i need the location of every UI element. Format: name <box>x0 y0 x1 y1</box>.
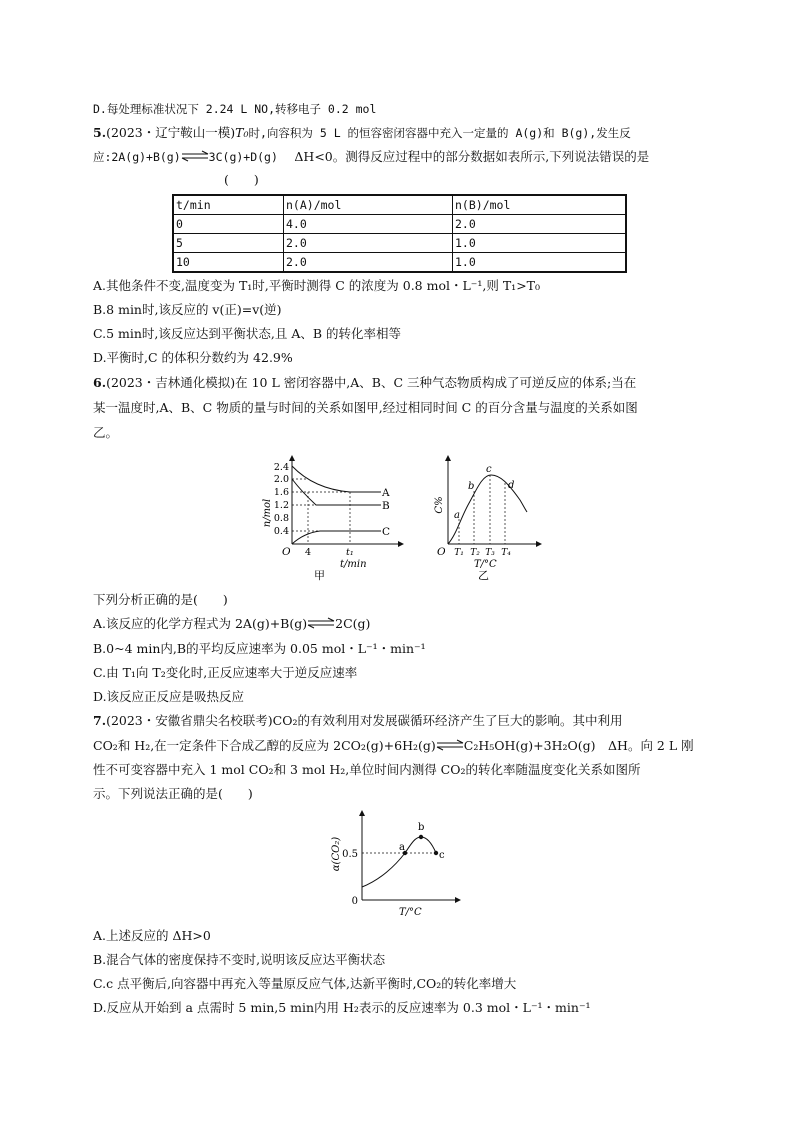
yi-point-b: b <box>468 481 475 492</box>
q7-ylabel: α(CO₂) <box>331 836 342 872</box>
jia-caption: 甲 <box>314 569 325 582</box>
table-cell: 4.0 <box>284 215 453 234</box>
table-cell: 10 <box>173 253 284 273</box>
jia-ytick: 0.8 <box>273 513 289 524</box>
jia-xtick: 4 <box>305 547 312 558</box>
q5-line-1 <box>93 124 631 142</box>
q7-point-c-marker <box>434 851 438 855</box>
q6-line-2: 某一温度时,A、B、C 物质的量与时间的关系如图甲,经过相同时间 C 的百分含量与温度的关系如图 <box>93 400 638 415</box>
q6-option-d: D.该反应正反应是吸热反应 <box>93 689 245 704</box>
table-cell: 2.0 <box>284 234 453 253</box>
jia-legend-c: C <box>382 526 391 538</box>
equilibrium-arrow-icon <box>307 617 335 629</box>
table-row <box>173 253 626 273</box>
yi-x-arrow-icon <box>536 541 542 547</box>
jia-legend-a: A <box>382 487 390 499</box>
q7-number: 7. <box>93 713 107 728</box>
jia-xlabel: t/min <box>340 559 367 570</box>
jia-legend-b: B <box>382 500 390 512</box>
table-cell: 2.0 <box>284 253 453 273</box>
yi-y-arrow-icon <box>445 455 451 461</box>
q7-line-3: 性不可变容器中充入 1 mol CO₂和 3 mol H₂,单位时间内测得 CO₂的转化率随温度变化关系如图所 <box>93 762 641 777</box>
q7-origin: 0 <box>351 896 358 907</box>
q5-option-c: C.5 min时,该反应达到平衡状态,且 A、B 的转化率相等 <box>93 326 402 341</box>
jia-ytick: 0.4 <box>273 526 289 537</box>
q6-option-c: C.由 T₁向 T₂变化时,正反应速率大于逆反应速率 <box>93 665 358 680</box>
table-header-nb: n(B)/mol <box>453 195 627 215</box>
yi-xtick: T₂ <box>470 548 480 558</box>
q5-option-a: A.其他条件不变,温度变为 T₁时,平衡时测得 C 的浓度为 0.8 mol・L⁻¹,则 T₁>T₀ <box>93 278 541 293</box>
jia-origin: O <box>282 546 291 558</box>
q5-data-table <box>172 194 627 273</box>
yi-caption: 乙 <box>478 569 489 582</box>
jia-ylabel: n/mol <box>262 498 273 528</box>
table-row <box>173 215 626 234</box>
yi-point-d: d <box>508 480 515 491</box>
q7-xlabel: T/°C <box>399 907 422 918</box>
q7-y-arrow-icon <box>359 810 365 816</box>
q7-option-b: B.混合气体的密度保持不变时,说明该反应达平衡状态 <box>93 952 386 967</box>
jia-ytick: 1.6 <box>273 487 289 498</box>
q5-answer-paren: ( ) <box>224 172 259 187</box>
q5-text-1: 时,向容积为 5 L 的恒容密闭容器中充入一定量的 A(g)和 B(g),发生反 <box>248 126 631 140</box>
q6-option-a <box>93 615 370 633</box>
q5-t0: T₀ <box>235 125 249 140</box>
yi-xtick: T₄ <box>501 548 511 558</box>
q7-option-d: D.反应从开始到 a 点需时 5 min,5 min内用 H₂表示的反应速率为 0.3 mol・L⁻¹・min⁻¹ <box>93 1000 591 1015</box>
q6-line-3: 乙。 <box>93 425 119 440</box>
jia-xtick: t₁ <box>346 547 354 558</box>
q7-x-arrow-icon <box>455 897 461 903</box>
table-cell: 1.0 <box>453 234 627 253</box>
table-header-time: t/min <box>173 195 284 215</box>
q7-line-1 <box>93 712 622 730</box>
table-cell: 2.0 <box>453 215 627 234</box>
equilibrium-arrow-icon <box>436 739 464 751</box>
q7-line-2 <box>93 737 694 755</box>
q6-option-b: B.0~4 min内,B的平均反应速率为 0.05 mol・L⁻¹・min⁻¹ <box>93 641 426 656</box>
q6-number: 6. <box>93 375 107 390</box>
table-cell: 5 <box>173 234 284 253</box>
q5-option-b: B.8 min时,该反应的 v(正)=v(逆) <box>93 302 282 317</box>
q5-option-d: D.平衡时,C 的体积分数约为 42.9% <box>93 350 293 365</box>
figure-yi <box>428 455 548 585</box>
jia-x-arrow-icon <box>398 541 404 547</box>
yi-point-c: c <box>486 464 492 475</box>
yi-xlabel: T/°C <box>474 559 497 570</box>
q7-line-4: 示。下列说法正确的是( ) <box>93 786 253 801</box>
q7-eq-left: CO₂和 H₂,在一定条件下合成乙醇的反应为 2CO₂(g)+6H₂(g) <box>93 738 436 753</box>
q6-text-1: (2023・吉林通化模拟)在 10 L 密闭容器中,A、B、C 三种气态物质构成了可逆反应的体系;当在 <box>106 375 637 390</box>
table-cell: 1.0 <box>453 253 627 273</box>
q5-eq-right: 3C(g)+D(g) <box>208 150 278 164</box>
q5-source: (2023・辽宁鞍山一模) <box>106 125 236 140</box>
figure-q7 <box>325 808 465 918</box>
yi-point-a: a <box>454 510 460 521</box>
q7-point-a: a <box>399 842 405 853</box>
q7-option-a: A.上述反应的 ΔH>0 <box>93 928 211 943</box>
jia-ytick: 2.0 <box>273 474 289 485</box>
q5-number: 5. <box>93 125 107 140</box>
jia-y-arrow-icon <box>289 455 295 461</box>
table-header-row <box>173 195 626 215</box>
jia-ytick: 2.4 <box>273 462 289 473</box>
yi-ylabel: C% <box>434 496 445 514</box>
q5-text-2: ΔH<0。测得反应过程中的部分数据如表所示,下列说法错误的是 <box>294 149 650 164</box>
q7-text-1: (2023・安徽省鼎尖名校联考)CO₂的有效利用对发展碳循环经济产生了巨大的影响。其中利用 <box>106 713 623 728</box>
q6-line-1 <box>93 374 636 392</box>
q7-point-c: c <box>439 850 445 861</box>
yi-xtick: T₃ <box>485 548 495 558</box>
jia-curve-c <box>292 531 381 544</box>
jia-ytick: 1.2 <box>273 500 289 511</box>
equilibrium-arrow-icon <box>181 150 209 162</box>
q7-eq-right: C₂H₅OH(g)+3H₂O(g) ΔH。向 2 L 刚 <box>463 738 694 753</box>
table-header-na: n(A)/mol <box>284 195 453 215</box>
q5-line-2 <box>93 148 649 166</box>
q6-a-left: A.该反应的化学方程式为 2A(g)+B(g) <box>93 616 308 631</box>
q7-option-c: C.c 点平衡后,向容器中再充入等量原反应气体,达新平衡时,CO₂的转化率增大 <box>93 976 517 991</box>
yi-xtick: T₁ <box>454 548 464 558</box>
q5-eq-left: 应:2A(g)+B(g) <box>93 150 181 164</box>
table-row <box>173 234 626 253</box>
table-cell: 0 <box>173 215 284 234</box>
q6-stem: 下列分析正确的是( ) <box>93 592 228 607</box>
yi-origin: O <box>437 546 446 558</box>
q6-a-right: 2C(g) <box>335 616 371 631</box>
q7-point-b-marker <box>419 835 423 839</box>
figure-jia <box>258 455 408 585</box>
q7-point-b: b <box>418 822 425 833</box>
q4-option-d: D.每处理标准状况下 2.24 L NO,转移电子 0.2 mol <box>93 102 377 116</box>
q7-ytick: 0.5 <box>342 849 358 860</box>
